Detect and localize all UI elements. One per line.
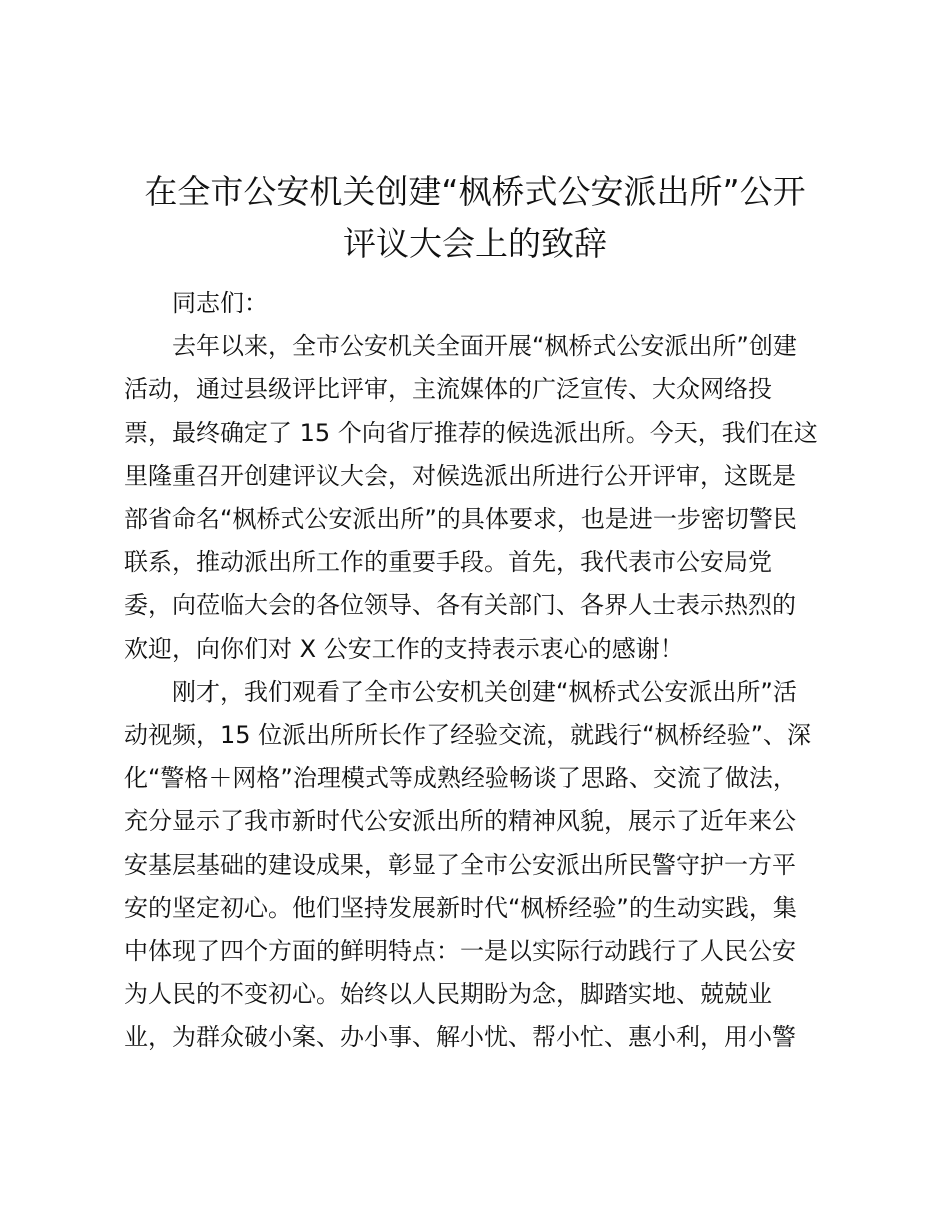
paragraph-line: 业，为群众破小案、办小事、解小忧、帮小忙、惠小利，用小警 <box>124 1023 796 1052</box>
paragraph-line: 化“警格＋网格”治理模式等成熟经验畅谈了思路、交流了做法， <box>124 764 797 793</box>
paragraph-line: 安的坚定初心。他们坚持发展新时代“枫桥经验”的生动实践，集 <box>124 893 797 922</box>
paragraph-line: 去年以来，全市公安机关全面开展“枫桥式公安派出所”创建 <box>172 332 797 361</box>
paragraph-line: 中体现了四个方面的鲜明特点：一是以实际行动践行了人民公安 <box>124 937 796 966</box>
salutation <box>124 282 836 325</box>
document-body <box>124 282 836 1060</box>
paragraph-2 <box>124 671 836 1060</box>
salutation-text: 同志们： <box>172 289 268 317</box>
document-title <box>110 166 840 270</box>
paragraph-line: 动视频，15 位派出所所长作了经验交流，就践行“枫桥经验”、深 <box>124 721 812 750</box>
paragraph-line: 为人民的不变初心。始终以人民期盼为念，脚踏实地、兢兢业 <box>124 980 772 1009</box>
paragraph-line: 刚才，我们观看了全市公安机关创建“枫桥式公安派出所”活 <box>172 677 797 706</box>
paragraph-1 <box>124 325 836 671</box>
paragraph-line: 活动，通过县级评比评审，主流媒体的广泛宣传、大众网络投 <box>124 375 772 404</box>
paragraph-line: 委，向莅临大会的各位领导、各有关部门、各界人士表示热烈的 <box>124 591 796 620</box>
paragraph-line: 票，最终确定了 15 个向省厅推荐的候选派出所。今天，我们在这 <box>124 418 818 447</box>
paragraph-line: 充分显示了我市新时代公安派出所的精神风貌，展示了近年来公 <box>124 807 796 836</box>
paragraph-line: 安基层基础的建设成果，彰显了全市公安派出所民警守护一方平 <box>124 850 796 879</box>
paragraph-line: 部省命名“枫桥式公安派出所”的具体要求，也是进一步密切警民 <box>124 505 797 534</box>
paragraph-line: 联系，推动派出所工作的重要手段。首先，我代表市公安局党 <box>124 548 772 577</box>
paragraph-line: 里隆重召开创建评议大会，对候选派出所进行公开评审，这既是 <box>124 461 796 490</box>
title-line-1: 在全市公安机关创建“枫桥式公安派出所”公开 <box>144 172 806 211</box>
title-line-2: 评议大会上的致辞 <box>343 224 607 263</box>
paragraph-line: 欢迎，向你们对 X 公安工作的支持表示衷心的感谢！ <box>124 634 684 663</box>
